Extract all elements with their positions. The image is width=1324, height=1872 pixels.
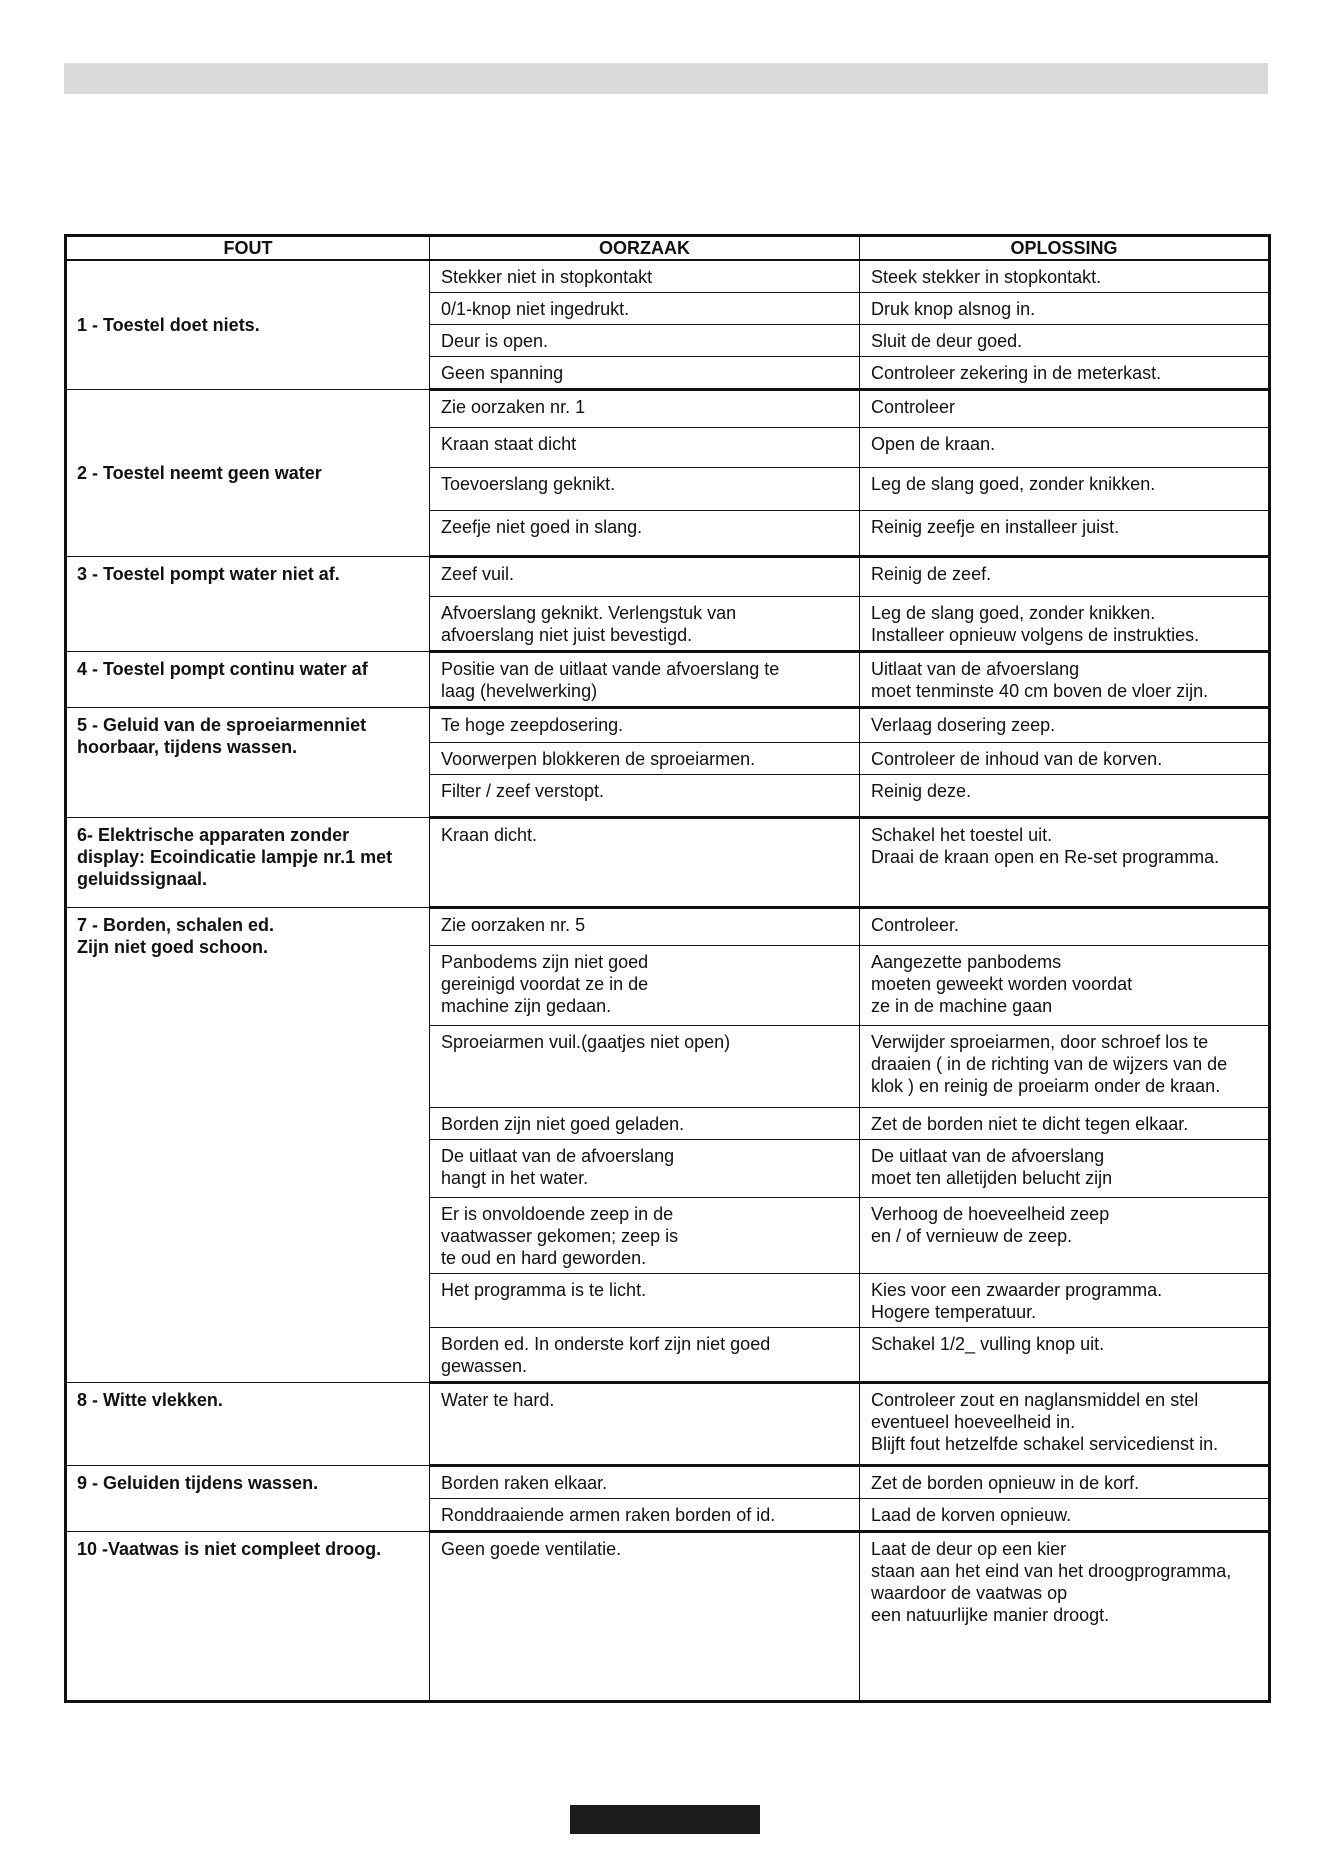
cause-cell: Voorwerpen blokkeren de sproeiarmen. [430,743,860,775]
solution-cell: Verhoog de hoeveelheid zeep en / of vernieuw de zeep. [860,1198,1270,1274]
cause-cell: Ronddraaiende armen raken borden of id. [430,1499,860,1532]
header-fault: FOUT [66,236,430,261]
header-cause: OORZAAK [430,236,860,261]
table-header-row [66,236,1270,261]
cause-cell: Positie van de uitlaat vande afvoerslang te laag (hevelwerking) [430,652,860,708]
page-number-bar [570,1805,760,1834]
solution-cell: Steek stekker in stopkontakt. [860,260,1270,293]
table-row [66,652,1270,708]
fault-cell: 9 - Geluiden tijdens wassen. [66,1466,430,1532]
table-body [66,260,1270,1702]
cause-cell: Kraan dicht. [430,818,860,908]
table-row [66,1532,1270,1702]
solution-cell: Controleer zout en naglansmiddel en stel eventueel hoeveelheid in. Blijft fout hetzelfde schakel servicedienst in. [860,1383,1270,1466]
cause-cell: Toevoerslang geknikt. [430,468,860,511]
solution-cell: Druk knop alsnog in. [860,293,1270,325]
cause-cell: Panbodems zijn niet goed gereinigd voordat ze in de machine zijn gedaan. [430,946,860,1026]
table-row [66,390,1270,428]
cause-cell: Kraan staat dicht [430,428,860,468]
solution-cell: Controleer zekering in de meterkast. [860,357,1270,390]
cause-cell: Borden ed. In onderste korf zijn niet goed gewassen. [430,1328,860,1383]
solution-cell: Verwijder sproeiarmen, door schroef los te draaien ( in de richting van de wijzers van de klok ) en reinig de proeiarm onder de kraan. [860,1026,1270,1108]
solution-cell: Controleer de inhoud van de korven. [860,743,1270,775]
cause-cell: Zie oorzaken nr. 1 [430,390,860,428]
cause-cell: Borden zijn niet goed geladen. [430,1108,860,1140]
cause-cell: Deur is open. [430,325,860,357]
table-row [66,1383,1270,1466]
cause-cell: Stekker niet in stopkontakt [430,260,860,293]
cause-cell: Er is onvoldoende zeep in de vaatwasser gekomen; zeep is te oud en hard geworden. [430,1198,860,1274]
table-row [66,818,1270,908]
fault-cell: 1 - Toestel doet niets. [66,260,430,390]
header-solution: OPLOSSING [860,236,1270,261]
solution-cell: Controleer [860,390,1270,428]
solution-cell: Schakel 1/2_ vulling knop uit. [860,1328,1270,1383]
solution-cell: Leg de slang goed, zonder knikken. Installeer opnieuw volgens de instrukties. [860,597,1270,652]
cause-cell: Afvoerslang geknikt. Verlengstuk van afvoerslang niet juist bevestigd. [430,597,860,652]
cause-cell: Geen goede ventilatie. [430,1532,860,1702]
solution-cell: Reinig deze. [860,775,1270,818]
solution-cell: Schakel het toestel uit. Draai de kraan open en Re-set programma. [860,818,1270,908]
fault-cell: 2 - Toestel neemt geen water [66,390,430,557]
solution-cell: Zet de borden opnieuw in de korf. [860,1466,1270,1499]
cause-cell: Water te hard. [430,1383,860,1466]
solution-cell: Open de kraan. [860,428,1270,468]
cause-cell: Het programma is te licht. [430,1274,860,1328]
solution-cell: De uitlaat van de afvoerslang moet ten alletijden belucht zijn [860,1140,1270,1198]
cause-cell: Sproeiarmen vuil.(gaatjes niet open) [430,1026,860,1108]
table-row [66,1466,1270,1499]
cause-cell: Zeefje niet goed in slang. [430,511,860,557]
solution-cell: Kies voor een zwaarder programma. Hogere temperatuur. [860,1274,1270,1328]
header-band [64,63,1268,94]
solution-cell: Verlaag dosering zeep. [860,708,1270,743]
fault-cell: 8 - Witte vlekken. [66,1383,430,1466]
cause-cell: Filter / zeef verstopt. [430,775,860,818]
fault-cell: 4 - Toestel pompt continu water af [66,652,430,708]
solution-cell: Laad de korven opnieuw. [860,1499,1270,1532]
table-row [66,260,1270,293]
fault-cell: 6- Elektrische apparaten zonder display: Ecoindicatie lampje nr.1 met geluidssignaal. [66,818,430,908]
cause-cell: Geen spanning [430,357,860,390]
fault-cell: 10 -Vaatwas is niet compleet droog. [66,1532,430,1702]
cause-cell: Zie oorzaken nr. 5 [430,908,860,946]
solution-cell: Controleer. [860,908,1270,946]
solution-cell: Aangezette panbodems moeten geweekt worden voordat ze in de machine gaan [860,946,1270,1026]
solution-cell: Reinig de zeef. [860,557,1270,597]
fault-cell: 5 - Geluid van de sproeiarmenniet hoorbaar, tijdens wassen. [66,708,430,818]
cause-cell: 0/1-knop niet ingedrukt. [430,293,860,325]
cause-cell: Zeef vuil. [430,557,860,597]
solution-cell: Uitlaat van de afvoerslang moet tenminste 40 cm boven de vloer zijn. [860,652,1270,708]
table-row [66,908,1270,946]
fault-cell: 7 - Borden, schalen ed. Zijn niet goed schoon. [66,908,430,1383]
troubleshooting-table [64,234,1271,1703]
table-row [66,557,1270,597]
table-row [66,708,1270,743]
solution-cell: Sluit de deur goed. [860,325,1270,357]
cause-cell: Te hoge zeepdosering. [430,708,860,743]
fault-cell: 3 - Toestel pompt water niet af. [66,557,430,652]
solution-cell: Zet de borden niet te dicht tegen elkaar. [860,1108,1270,1140]
solution-cell: Laat de deur op een kier staan aan het eind van het droogprogramma, waardoor de vaatwas op een natuurlijke manier droogt. [860,1532,1270,1702]
cause-cell: De uitlaat van de afvoerslang hangt in het water. [430,1140,860,1198]
solution-cell: Reinig zeefje en installeer juist. [860,511,1270,557]
cause-cell: Borden raken elkaar. [430,1466,860,1499]
solution-cell: Leg de slang goed, zonder knikken. [860,468,1270,511]
